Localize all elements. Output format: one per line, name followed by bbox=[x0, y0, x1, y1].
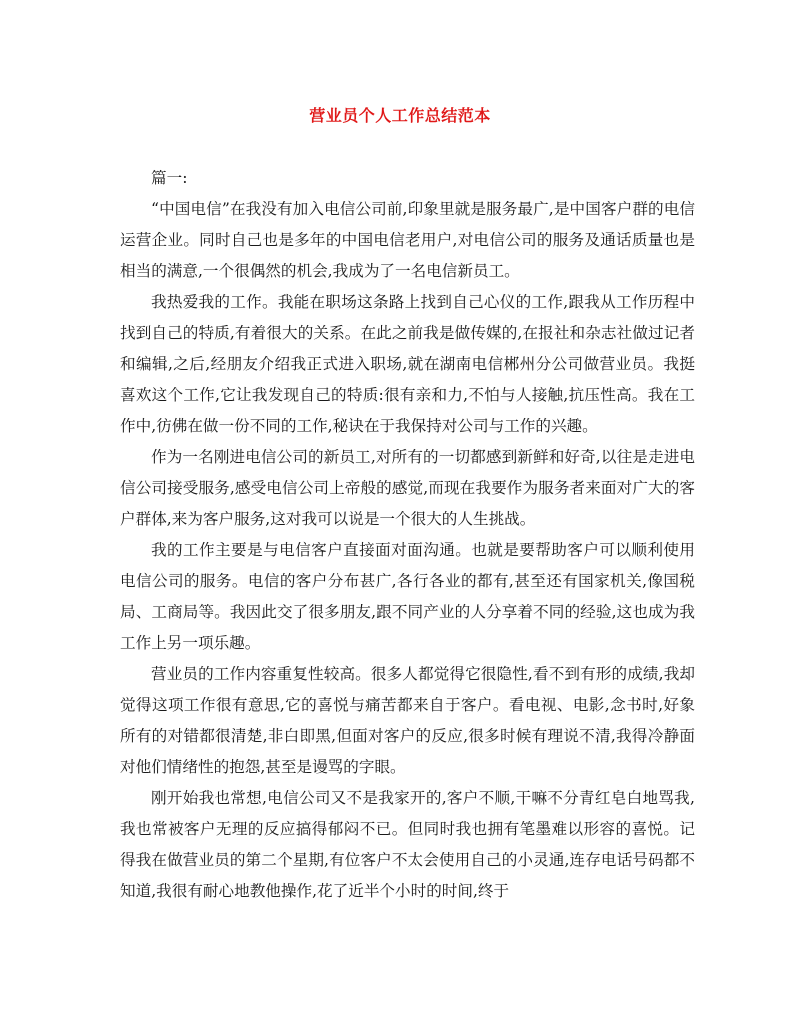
document-title: 营业员个人工作总结范本 bbox=[309, 106, 491, 125]
paragraph: 刚开始我也常想,电信公司又不是我家开的,客户不顺,干嘛不分青红皂白地骂我,我也常被客户无理的反应搞得郁闷不已。但同时我也拥有笔墨难以形容的喜悦。记得我在做营业员的第二个星期,有位客户不太会使用自己的小灵通,连存电话号码都不知道,我很有耐心地教他操作,花了近半个小时的时间,终于 bbox=[120, 789, 695, 900]
paragraph: 我的工作主要是与电信客户直接面对面沟通。也就是要帮助客户可以顺利使用电信公司的服务。电信的客户分布甚广,各行各业的都有,甚至还有国家机关,像国税局、工商局等。我因此交了很多朋友,跟不同产业的人分享着不同的经验,这也成为我工作上另一项乐趣。 bbox=[120, 541, 695, 652]
document-body bbox=[120, 163, 695, 907]
paragraph: “中国电信”在我没有加入电信公司前,印象里就是服务最广,是中国客户群的电信运营企业。同时自己也是多年的中国电信老用户,对电信公司的服务及通话质量也是相当的满意,一个很偶然的机会,我成为了一名电信新员工。 bbox=[120, 200, 695, 280]
section-label: 篇一: bbox=[151, 169, 188, 187]
paragraph: 我热爱我的工作。我能在职场这条路上找到自己心仪的工作,跟我从工作历程中找到自己的特质,有着很大的关系。在此之前我是做传媒的,在报社和杂志社做过记者和编辑,之后,经朋友介绍我正式进入职场,就在湖南电信郴州分公司做营业员。我挺喜欢这个工作,它让我发现自己的特质:很有亲和力,不怕与人接触,抗压性高。我在工作中,彷佛在做一份不同的工作,秘诀在于我保持对公司与工作的兴趣。 bbox=[120, 293, 695, 435]
paragraph: 作为一名刚进电信公司的新员工,对所有的一切都感到新鲜和好奇,以往是走进电信公司接受服务,感受电信公司上帝般的感觉,而现在我要作为服务者来面对广大的客户群体,来为客户服务,这对我可以说是一个很大的人生挑战。 bbox=[120, 448, 695, 528]
paragraph: 营业员的工作内容重复性较高。很多人都觉得它很隐性,看不到有形的成绩,我却觉得这项工作很有意思,它的喜悦与痛苦都来自于客户。看电视、电影,念书时,好象所有的对错都很清楚,非白即黑,但面对客户的反应,很多时候有理说不清,我得冷静面对他们情绪性的抱怨,甚至是谩骂的字眼。 bbox=[120, 665, 695, 776]
